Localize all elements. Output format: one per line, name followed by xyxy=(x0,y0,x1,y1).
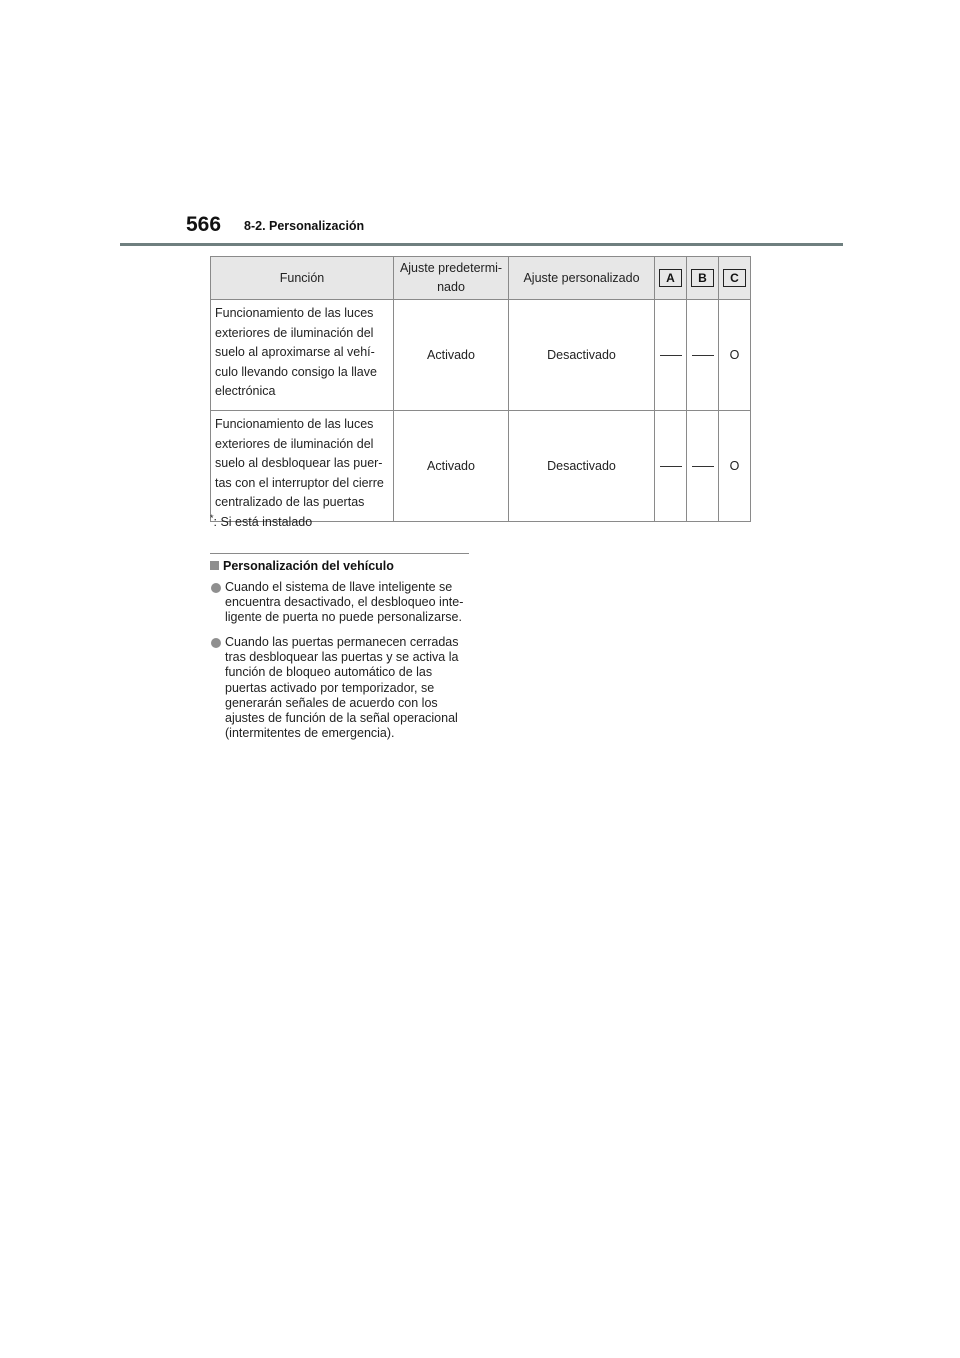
square-bullet-icon xyxy=(210,561,219,570)
function-line: suelo al aproximarse al vehí- xyxy=(215,345,375,360)
row-custom-cell: Desactivado xyxy=(509,411,655,522)
notes-divider xyxy=(210,553,469,554)
header-default-line2: nado xyxy=(437,280,465,294)
header-default xyxy=(394,257,509,300)
row-a-cell xyxy=(655,300,687,411)
function-line: tas con el interruptor del cierre xyxy=(215,475,384,490)
header-c xyxy=(719,257,751,300)
section-title: 8-2. Personalización xyxy=(244,219,365,233)
footnote-mark: * xyxy=(210,513,214,523)
note-text: Cuando las puertas permanecen cerradas tras desbloquear las puertas y se activa la función de bloqueo automático de las puertas activado por temporizador, se generarán señales de acuerdo con los ajustes de función de la señal operacional (intermitentes de emergencia). xyxy=(225,635,459,741)
function-line: electrónica xyxy=(215,384,276,399)
table-row xyxy=(211,411,751,522)
dash-mark xyxy=(692,355,714,356)
letter-b-box: B xyxy=(691,269,714,287)
header-custom: Ajuste personalizado xyxy=(509,257,655,300)
table-footnote xyxy=(210,513,312,529)
letter-c-box: C xyxy=(723,269,746,287)
row-default-cell: Activado xyxy=(394,411,509,522)
dash-mark xyxy=(660,355,682,356)
function-line: exteriores de iluminación del xyxy=(215,325,374,340)
letter-a-box: A xyxy=(659,269,682,287)
note-text: Cuando el sistema de llave inteligente se encuentra desactivado, el desbloqueo inte-ligente de puerta no puede personalizarse. xyxy=(225,580,464,625)
row-c-cell: O xyxy=(719,411,751,522)
function-line: Funcionamiento de las luces xyxy=(215,417,374,431)
dash-mark xyxy=(660,466,682,467)
page-number: 566 xyxy=(186,213,222,236)
note-item xyxy=(210,635,472,741)
header-function: Función xyxy=(211,257,394,300)
function-line: centralizado de las puertas xyxy=(215,495,365,510)
table-header-row xyxy=(211,257,751,300)
customization-table xyxy=(210,256,751,522)
function-line: exteriores de iluminación del xyxy=(215,436,374,451)
dash-mark xyxy=(692,466,714,467)
row-function-cell xyxy=(211,411,394,522)
notes-heading-text: Personalización del vehículo xyxy=(223,559,394,573)
row-a-cell xyxy=(655,411,687,522)
header-b xyxy=(687,257,719,300)
header-a xyxy=(655,257,687,300)
row-b-cell xyxy=(687,300,719,411)
circle-bullet-icon xyxy=(211,583,221,593)
row-custom-cell: Desactivado xyxy=(509,300,655,411)
note-item xyxy=(210,580,472,626)
table-row xyxy=(211,300,751,411)
circle-bullet-icon xyxy=(211,638,221,648)
function-line: culo llevando consigo la llave xyxy=(215,364,377,379)
header-default-line1: Ajuste predetermi- xyxy=(399,261,503,275)
header-divider xyxy=(120,243,843,246)
function-line: Funcionamiento de las luces xyxy=(215,306,374,320)
row-function-cell xyxy=(211,300,394,411)
row-default-cell: Activado xyxy=(394,300,509,411)
footnote-text: : Si está instalado xyxy=(213,515,313,530)
row-b-cell xyxy=(687,411,719,522)
function-line: suelo al desbloquear las puer- xyxy=(215,456,383,471)
notes-heading xyxy=(210,559,394,573)
row-c-cell: O xyxy=(719,300,751,411)
